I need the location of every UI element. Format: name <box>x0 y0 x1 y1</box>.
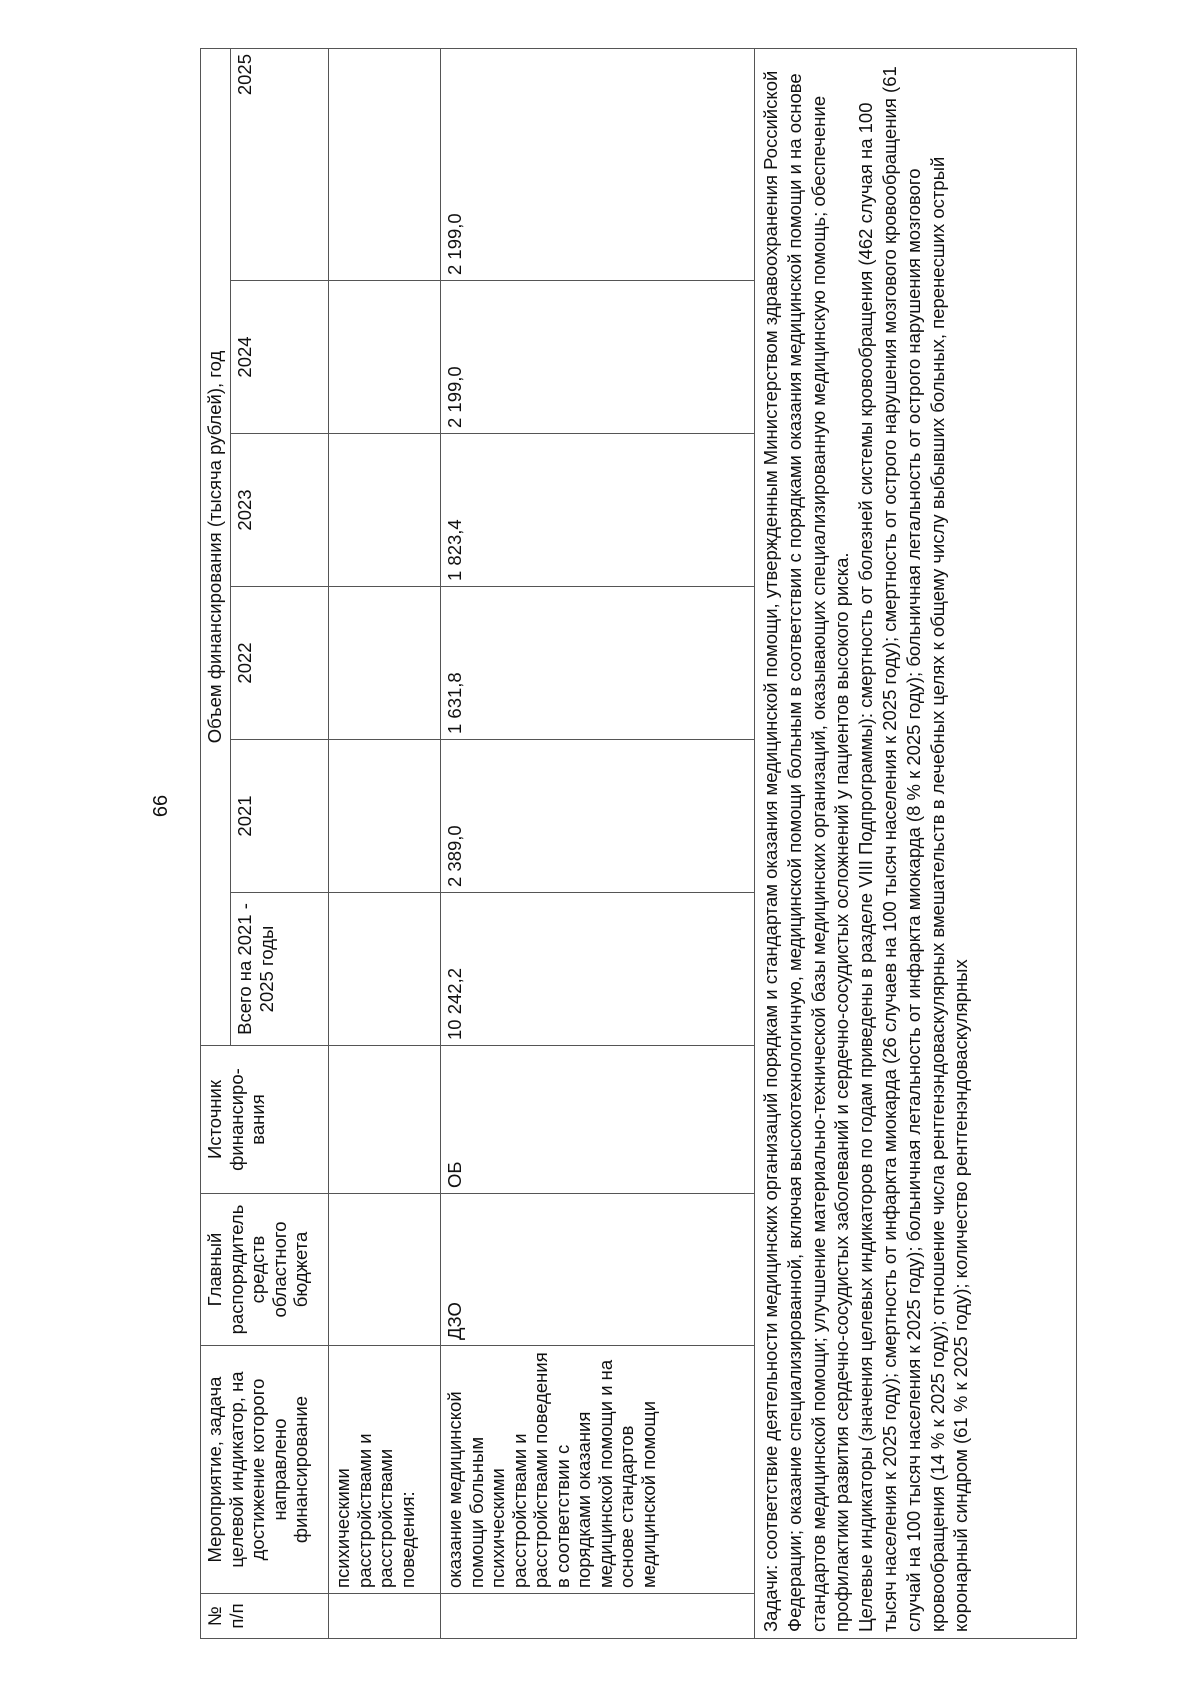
header-year-2022: 2022 <box>231 587 329 740</box>
header-year-2023: 2023 <box>231 434 329 587</box>
header-row-top <box>201 49 231 1639</box>
cell-total: 10 242,2 <box>441 893 755 1046</box>
cell-manager <box>329 1194 441 1346</box>
header-year-2024: 2024 <box>231 281 329 434</box>
cell-2025 <box>329 49 441 281</box>
header-total: Всего на 2021 - 2025 годы <box>231 893 329 1046</box>
cell-manager: ДЗО <box>441 1194 755 1346</box>
indicators-text: Целевые индикаторы (значения целевых индикаторов по годам приведены в разделе VIII Подпрограммы): смертность от болезней системы кровообращения (462 случая на 100 тысяч населения к 2025 году); смертность от инфаркта миокарда (26 случаев на 100 тысяч населения к 2025 году); смертность от острого нарушения мозгового кровообращения (61 случай на 100 тысяч населения к 2025 году); больничная летальность от инфаркта миокарда (8 % к 2025 году); больничная летальность от острого нарушения мозгового кровообращения (14 % к 2025 году); отношение числа рентгенэндоваскулярных вмешательств в лечебных целях к общему числу выбывших больных, перенесших острый коронарный синдром (61 % к 2025 году); количество рентгенэндоваскулярных <box>855 66 972 1632</box>
cell-source <box>329 1046 441 1194</box>
header-year-2025: 2025 <box>231 49 329 281</box>
cell-2022 <box>329 587 441 740</box>
tasks-text: Задачи: соответствие деятельности медицинских организаций порядкам и стандартам оказания медицинской помощи, утвержденным Министерством здравоохранения Российской Федерации; оказание специализированной, включая высокотехнологичную, медицинской помощи больным в соответствии с порядками оказания медицинской помощи и на основе стандартов медицинской помощи; улучшение материально-технической базы медицинских организаций, оказывающих специализированную медицинскую помощь; обеспечение профилактики развития сердечно-сосудистых заболеваний и сердечно-сосудистых осложнений у пациентов высокого риска. <box>760 70 853 1632</box>
cell-2023: 1 823,4 <box>441 434 755 587</box>
cell-source: ОБ <box>441 1046 755 1194</box>
rotated-table-content <box>200 49 1105 1639</box>
cell-num <box>329 1594 441 1639</box>
cell-total <box>329 893 441 1046</box>
cell-num <box>441 1594 755 1639</box>
rotated-table-frame <box>200 49 1200 1632</box>
tasks-cell <box>755 49 1077 1639</box>
header-num: № п/п <box>201 1594 329 1639</box>
cell-2023 <box>329 434 441 587</box>
tasks-row <box>755 49 1077 1639</box>
table-row <box>441 49 755 1639</box>
page-number: 66 <box>150 794 172 818</box>
cell-2021 <box>329 740 441 893</box>
cell-activity: психическими расстройствами и расстройствами поведения: <box>329 1346 441 1594</box>
header-manager: Главный распорядитель средств областного бюджета <box>201 1194 329 1346</box>
table-row <box>329 49 441 1639</box>
cell-2024: 2 199,0 <box>441 281 755 434</box>
header-source: Источник финансиро-вания <box>201 1046 329 1194</box>
header-volume-group: Объем финансирования (тысяча рублей), год <box>201 49 231 1046</box>
financing-table <box>200 48 1077 1639</box>
header-activity: Мероприятие, задача целевой индикатор, на достижение которого направлено финансирование <box>201 1346 329 1594</box>
cell-2024 <box>329 281 441 434</box>
cell-2025: 2 199,0 <box>441 49 755 281</box>
cell-2021: 2 389,0 <box>441 740 755 893</box>
cell-activity: оказание медицинской помощи больным психическими расстройствами и расстройствами поведения в соответствии с порядками оказания медицинской помощи и на основе стандартов медицинской помощи <box>441 1346 755 1594</box>
cell-2022: 1 631,8 <box>441 587 755 740</box>
header-year-2021: 2021 <box>231 740 329 893</box>
